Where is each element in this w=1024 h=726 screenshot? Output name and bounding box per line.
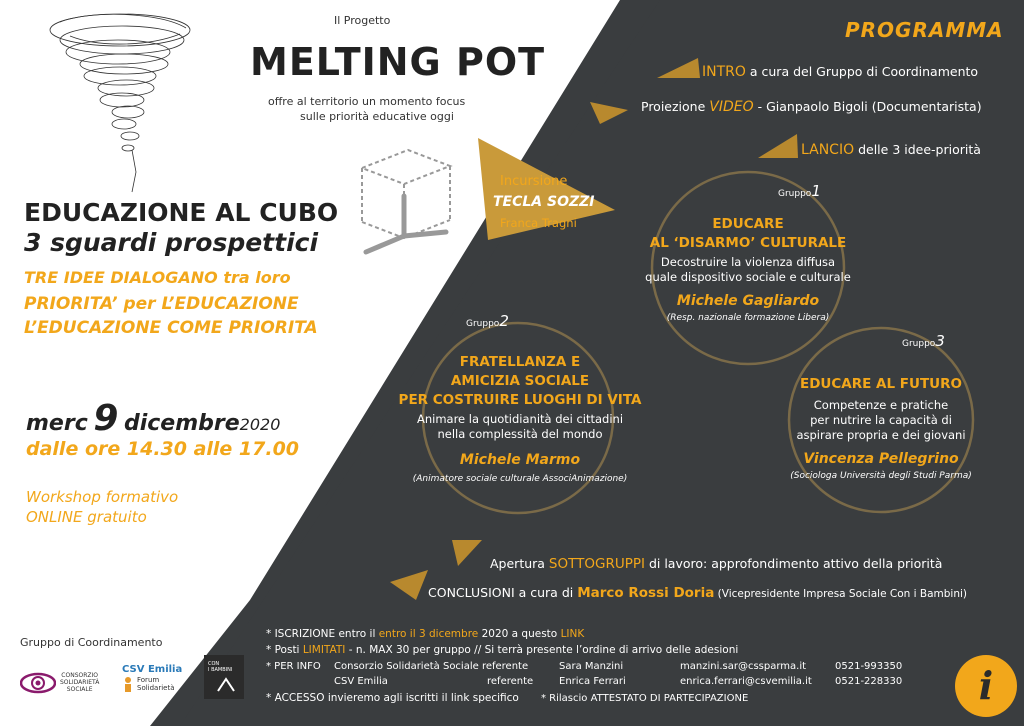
org2-person: Enrica Ferrari [559,676,626,687]
conclusioni-name: Marco Rossi Doria [577,585,715,601]
group1-desc-2: quale dispositivo sociale e culturale [645,270,851,284]
group2-content [370,353,670,484]
event-hours: dalle ore 14.30 alle 17.00 [26,438,300,460]
conclusioni-mid: a cura di [514,585,578,600]
org2-ref: referente [487,676,534,687]
group2-speaker: Michele Marmo [459,452,581,468]
posti-hl: LIMITATI [302,644,346,656]
iscrizione-link[interactable]: LINK [560,628,585,640]
consorzio-logo-line2: SOLIDARIETÀ [60,679,100,686]
iscrizione-hl: entro il [378,628,416,640]
group2-title-2: AMICIZIA SOCIALE [450,373,590,389]
solidarieta-text: Solidarietà [137,684,175,692]
incursion-label: Incursione [500,174,568,189]
main-title: EDUCAZIONE AL CUBO [24,198,339,227]
priority-line-2: L’EDUCAZIONE COME PRIORITA [24,318,318,338]
group1-label-text: Gruppo [778,189,812,199]
incursion-with: Franca Tragni [500,216,577,230]
project-subtitle-1: offre al territorio un momento focus [268,95,466,108]
group1-role: (Resp. nazionale formazione Libera) [666,313,830,323]
posti-pre: * Posti [266,644,303,656]
intro-text: a cura del Gruppo di Coordinamento [745,64,979,79]
info-icon-letter[interactable]: i [978,663,994,708]
apertura-pre: Apertura [490,556,549,571]
group3-desc-2: per nutrire la capacità di [810,413,952,427]
day-number: 9 [93,398,119,439]
group2-desc-2: nella complessità del mondo [437,427,603,441]
group2-role: (Animatore sociale culturale AssociAnimazione) [412,474,628,484]
posti-line [266,644,738,656]
intro-key: INTRO [702,64,746,80]
tagline: TRE IDEE DIALOGANO tra loro [24,268,291,287]
org1-email[interactable]: manzini.sar@cssparma.it [680,661,807,672]
coordination-label: Gruppo di Coordinamento [20,636,163,649]
event-type-2: ONLINE gratuito [26,508,147,526]
day-name: merc [26,411,88,436]
program-heading: PROGRAMMA [845,18,1004,42]
org1-person: Sara Manzini [559,661,624,672]
iscrizione-pre: * ISCRIZIONE entro il [266,628,379,640]
con-i-bambini-line2: I BAMBINI [208,667,233,673]
csv-emilia-text: CSV Emilia [122,664,183,675]
forum-text: Forum [137,676,160,684]
group3-desc-3: aspirare propria e dei giovani [796,428,966,442]
program-video [641,99,982,115]
iscrizione-line [266,628,584,640]
group1-label [778,182,821,200]
video-text: - Gianpaolo Bigoli (Documentarista) [753,99,982,114]
program-lancio [801,142,981,158]
event-type-1: Workshop formativo [26,488,179,506]
forum-icon [122,676,134,692]
org2-name: CSV Emilia [334,676,388,687]
group1-speaker: Michele Gagliardo [676,293,820,309]
main-subtitle: 3 sguardi prospettici [24,228,319,257]
group3-label [902,332,945,350]
project-subtitle-2: sulle priorità educative oggi [300,110,454,123]
group3-content [741,375,1021,481]
iscrizione-mid: 2020 a questo [478,628,561,640]
group3-number: 3 [935,332,945,350]
group2-label [466,312,509,330]
cube-arrows [366,196,446,252]
group3-role: (Sociologa Università degli Studi Parma) [790,471,972,481]
org2-email[interactable]: enrica.ferrari@csvemilia.it [680,676,812,687]
group3-title-1: EDUCARE AL FUTURO [799,376,963,392]
consorzio-logo-line1: CONSORZIO [61,672,98,679]
video-key: VIDEO [709,99,754,115]
pre-title: Il Progetto [334,14,391,27]
figure-icon [214,675,238,693]
posti-text: - n. MAX 30 per gruppo // Si terrà presente l’ordine di arrivo delle adesioni [345,644,739,656]
group2-title-3: PER COSTRUIRE LUOGHI DI VITA [398,392,642,408]
csv-emilia-logo [122,664,188,698]
month: dicembre [123,411,240,436]
lancio-key: LANCIO [801,142,855,158]
group1-number: 1 [811,182,821,200]
eye-icon [20,670,56,696]
event-date [26,398,280,439]
video-pre: Proiezione [641,99,710,114]
apertura-key: SOTTOGRUPPI [548,556,645,572]
conclusioni-line [428,585,967,601]
per-info-label: * PER INFO [266,661,321,672]
con-i-bambini-logo [204,655,244,699]
group1-title-1: EDUCARE [712,216,784,232]
accesso-line: * ACCESSO invieremo agli iscritti il link specifico [266,692,519,704]
apertura-line [490,556,942,572]
program-intro [702,64,978,80]
group2-label-text: Gruppo [466,319,500,329]
consorzio-logo-line3: SOCIALE [66,686,93,693]
group2-desc-1: Animare la quotidianità dei cittadini [416,412,624,426]
conclusioni-role: (Vicepresidente Impresa Sociale Con i Bambini) [714,588,967,600]
org2-phone: 0521-228330 [835,676,903,687]
tornado-graphic [50,14,190,192]
iscrizione-date: 3 dicembre [415,628,479,640]
year: 2020 [239,415,281,434]
group2-number: 2 [499,312,509,330]
group3-speaker: Vincenza Pellegrino [803,451,959,467]
org1-phone: 0521-993350 [835,661,903,672]
incursion-name: TECLA SOZZI [493,194,595,210]
priority-line-1: PRIORITA’ per L’EDUCAZIONE [24,294,299,314]
apertura-text: di lavoro: approfondimento attivo della priorità [644,556,943,571]
attestato-line: * Rilascio ATTESTATO DI PARTECIPAZIONE [541,693,749,704]
conclusioni-key: CONCLUSIONI [428,585,515,600]
con-i-bambini-line1: CON [208,661,220,667]
org1-name: Consorzio Solidarietà Sociale referente [334,661,529,672]
group2-title-1: FRATELLANZA E [459,354,581,370]
group1-content [608,215,888,323]
group1-desc-1: Decostruire la violenza diffusa [660,255,836,269]
project-title: MELTING POT [250,40,546,84]
group3-desc-1: Competenze e pratiche [813,398,949,412]
group1-title-2: AL ‘DISARMO’ CULTURALE [649,235,847,251]
group3-label-text: Gruppo [902,339,936,349]
consorzio-logo [20,670,120,698]
lancio-text: delle 3 idee-priorità [854,142,981,157]
